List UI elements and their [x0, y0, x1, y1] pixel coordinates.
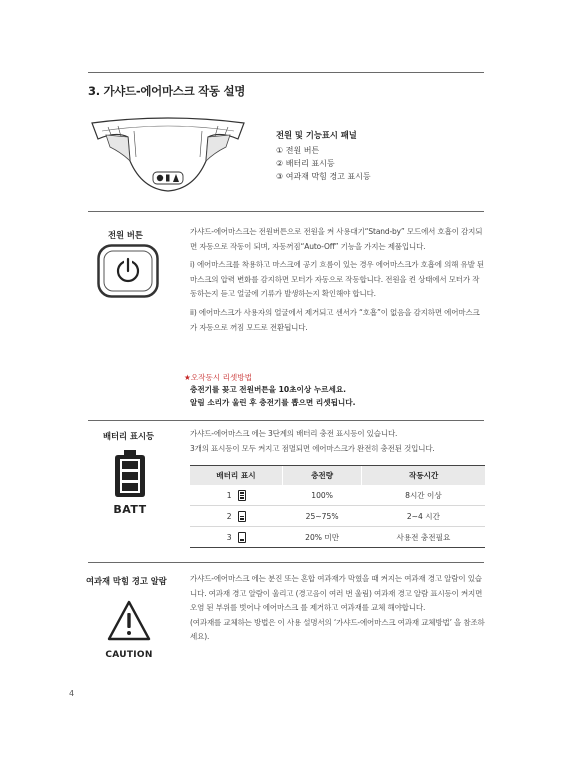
battery-mini-bar [240, 492, 244, 494]
table-cell [190, 527, 282, 548]
table-cell [190, 485, 282, 506]
table-cell: 2~4 시간 [362, 506, 485, 527]
table-cell [190, 506, 282, 527]
table-header: 배터리 표시 [190, 466, 282, 486]
filter-paragraph-2: (여과재를 교체하는 방법은 이 사용 설명서의 ‘가샤드-에어마스크 여과재 교체방법’ 을 참조하세요). [190, 617, 485, 642]
top-divider [88, 72, 484, 73]
power-paragraph-2: i) 에어마스크를 착용하고 마스크에 공기 흐름이 있는 경우 에어마스크가 호흡에 의해 유발 된 마스크의 압력 변화를 감지하면 모터가 자동으로 작동합니다. 전원을 켠 상태에서 모터가 작동하는지 듣고 얼굴에 기류가 발생하는지 확인해야 합니다. [190, 260, 485, 299]
battery-description [190, 427, 485, 456]
panel-item-battery: ② 배터리 표시등 [276, 159, 335, 168]
table-cell: 25~75% [282, 506, 361, 527]
power-paragraph-3: ii) 에어마스크가 사용자의 얼굴에서 제거되고 센서가 “호흡”이 없음을 감지하면 에어마스크가 자동으로 꺼짐 모드로 전환됩니다. [190, 307, 480, 332]
table-cell: 20% 미만 [282, 527, 361, 548]
battery-mini-bar [240, 497, 244, 499]
battery-icon [112, 449, 148, 498]
table-cell: 100% [282, 485, 361, 506]
power-description [190, 225, 485, 339]
battery-paragraph-1: 가샤드-에어마스크 에는 3단계의 배터리 충전 표시등이 있습니다. [190, 429, 398, 438]
level-number: 1 [226, 490, 232, 500]
table-header: 충전량 [282, 466, 361, 486]
battery-mini-bar [240, 516, 244, 518]
function-panel-legend [276, 129, 371, 183]
reset-title: 오작동시 리셋방법 [190, 373, 252, 382]
filter-paragraph-1: 가샤드-에어마스크 에는 분진 또는 혼합 여과재가 막혔을 때 켜지는 여과재 경고 알람이 있습니다. 여과재 경고 알람이 울리고 (경고음이 여러 번 울림) 여과재 경고 알람 표시등이 켜지면 오염 된 부위를 벗어나 에어마스크 를 제거하고 여과재를 교체 해야합니다. [190, 574, 483, 613]
table-row [190, 506, 485, 527]
section-title: 3. 가샤드-에어마스크 작동 설명 [88, 84, 246, 98]
table-row [190, 527, 485, 548]
battery-mini-bar [240, 495, 244, 497]
page-number: 4 [69, 689, 75, 698]
battery-mini-icon [238, 532, 246, 543]
level-number: 2 [226, 511, 232, 521]
battery-mini-icon [238, 490, 246, 501]
battery-status-table [190, 465, 485, 548]
reset-line-2: 알림 소리가 울린 후 충전기를 뽑으면 리셋됩니다. [190, 397, 356, 407]
divider-power [88, 211, 484, 212]
table-header-row [190, 466, 485, 486]
caution-icon [107, 600, 151, 642]
table-row [190, 485, 485, 506]
reset-line-1: 충전기를 꽂고 전원버튼을 10초이상 누르세요. [190, 385, 347, 395]
panel-item-filter-warning: ③ 여과재 막힘 경고 표시등 [276, 172, 371, 181]
star-icon: ★ [184, 373, 191, 382]
power-label: 전원 버튼 [108, 230, 143, 240]
panel-heading: 전원 및 기능표시 패널 [276, 130, 357, 140]
power-button-icon [97, 244, 159, 298]
table-cell: 8시간 이상 [362, 485, 485, 506]
filter-description [190, 572, 485, 645]
divider-filter [88, 562, 484, 563]
mask-illustration [88, 117, 248, 195]
battery-mini-icon [238, 511, 246, 522]
panel-item-power: ① 전원 버튼 [276, 146, 320, 155]
divider-battery [88, 420, 484, 421]
table-cell: 사용전 충전필요 [362, 527, 485, 548]
reset-instructions [184, 372, 355, 409]
battery-mini-bar [240, 539, 244, 541]
power-paragraph-1: 가샤드-에어마스크는 전원버튼으로 전원을 켜 사용대기“Stand-by” 모드에서 호흡이 감지되면 자동으로 작동이 되며, 자동꺼짐“Auto-Off” 기능을 가지는 제품입니다. [190, 227, 483, 251]
filter-label: 여과재 막힘 경고 알람 [86, 576, 167, 586]
battery-label: 배터리 표시등 [103, 431, 154, 441]
battery-icon-label: BATT [113, 503, 147, 516]
battery-mini-bar [240, 518, 244, 520]
battery-paragraph-2: 3개의 표시등이 모두 켜지고 점멸되면 에어마스크가 완전히 충전된 것입니다. [190, 443, 435, 453]
level-number: 3 [226, 532, 232, 542]
caution-icon-label: CAUTION [105, 650, 153, 660]
table-header: 작동시간 [362, 466, 485, 486]
